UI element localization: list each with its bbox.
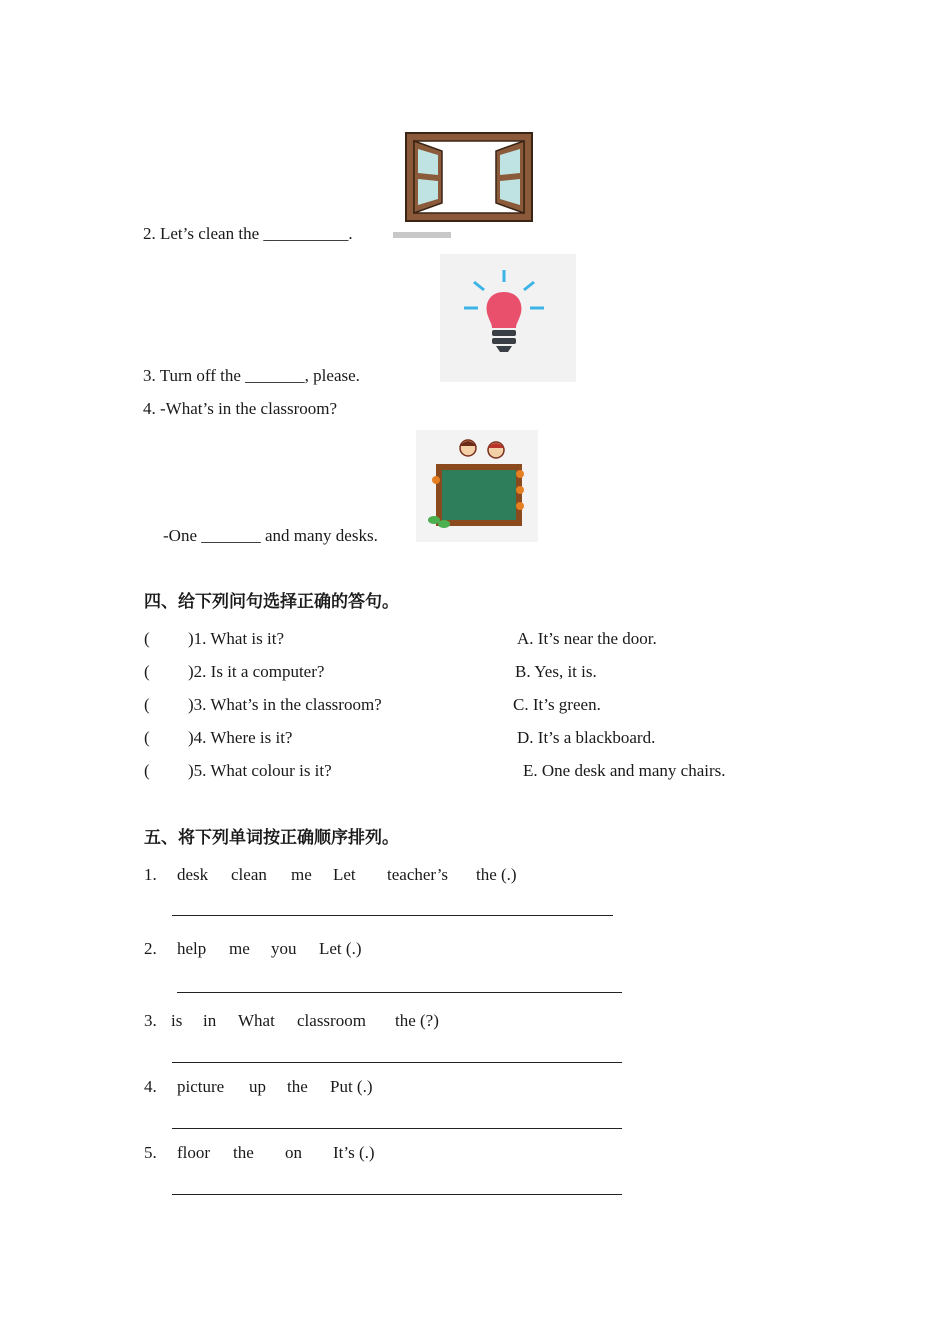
section-5-heading: 五、将下列单词按正确顺序排列。 xyxy=(144,828,399,848)
watermark-strip xyxy=(393,232,451,238)
item-2-word: me xyxy=(229,939,250,958)
q2-paren[interactable]: ( xyxy=(144,662,150,681)
q5-paren[interactable]: ( xyxy=(144,761,150,780)
item-1-word: me xyxy=(291,865,312,884)
item-4-word: Put (.) xyxy=(330,1077,373,1096)
answer-line-2[interactable] xyxy=(177,992,622,993)
item-5-word: the xyxy=(233,1143,254,1162)
q5-text: )5. What colour is it? xyxy=(188,761,332,780)
q4-paren[interactable]: ( xyxy=(144,728,150,747)
blackboard-icon xyxy=(416,430,538,542)
item-3-number: 3. xyxy=(144,1011,157,1030)
question-4: 4. -What’s in the classroom? xyxy=(143,399,338,418)
item-1-word: Let xyxy=(333,865,356,884)
item-3-word: in xyxy=(203,1011,217,1030)
item-3-word: classroom xyxy=(297,1011,366,1030)
item-3-word: What xyxy=(238,1011,275,1030)
answer-c: C. It’s green. xyxy=(513,695,601,714)
item-4-word: picture xyxy=(177,1077,225,1096)
light-bulb-icon xyxy=(440,254,576,382)
item-3-word: is xyxy=(171,1011,183,1030)
item-5-word: floor xyxy=(177,1143,211,1162)
answer-e: E. One desk and many chairs. xyxy=(523,761,726,780)
question-3: 3. Turn off the _______, please. xyxy=(143,366,360,385)
question-2: 2. Let’s clean the __________. xyxy=(143,224,353,243)
item-4-word: the xyxy=(287,1077,308,1096)
answer-line-1[interactable] xyxy=(172,915,613,916)
item-5-word: on xyxy=(285,1143,302,1162)
question-4-answer: -One _______ and many desks. xyxy=(163,526,378,545)
q3-paren[interactable]: ( xyxy=(144,695,150,714)
answer-line-5[interactable] xyxy=(172,1194,622,1195)
answer-a: A. It’s near the door. xyxy=(517,629,657,648)
q1-paren[interactable]: ( xyxy=(144,629,150,648)
item-4-number: 4. xyxy=(144,1077,157,1096)
item-5-word: It’s (.) xyxy=(333,1143,375,1162)
q3-text: )3. What’s in the classroom? xyxy=(188,695,382,714)
item-5-number: 5. xyxy=(144,1143,157,1162)
item-1-word: clean xyxy=(231,865,267,884)
answer-b: B. Yes, it is. xyxy=(515,662,597,681)
item-1-word: teacher’s xyxy=(387,865,449,884)
q4-text: )4. Where is it? xyxy=(188,728,293,747)
window-icon xyxy=(404,131,534,223)
section-4-heading: 四、给下列问句选择正确的答句。 xyxy=(144,592,399,612)
answer-line-3[interactable] xyxy=(172,1062,622,1063)
item-1-word: the (.) xyxy=(476,865,517,884)
item-1-number: 1. xyxy=(144,865,157,884)
item-2-number: 2. xyxy=(144,939,157,958)
item-1-word: desk xyxy=(177,865,209,884)
item-2-word: Let (.) xyxy=(319,939,362,958)
answer-line-4[interactable] xyxy=(172,1128,622,1129)
q1-text: )1. What is it? xyxy=(188,629,284,648)
item-2-word: you xyxy=(271,939,297,958)
item-3-word: the (?) xyxy=(395,1011,439,1030)
q2-text: )2. Is it a computer? xyxy=(188,662,325,681)
item-4-word: up xyxy=(249,1077,266,1096)
answer-d: D. It’s a blackboard. xyxy=(517,728,656,747)
item-2-word: help xyxy=(177,939,207,958)
